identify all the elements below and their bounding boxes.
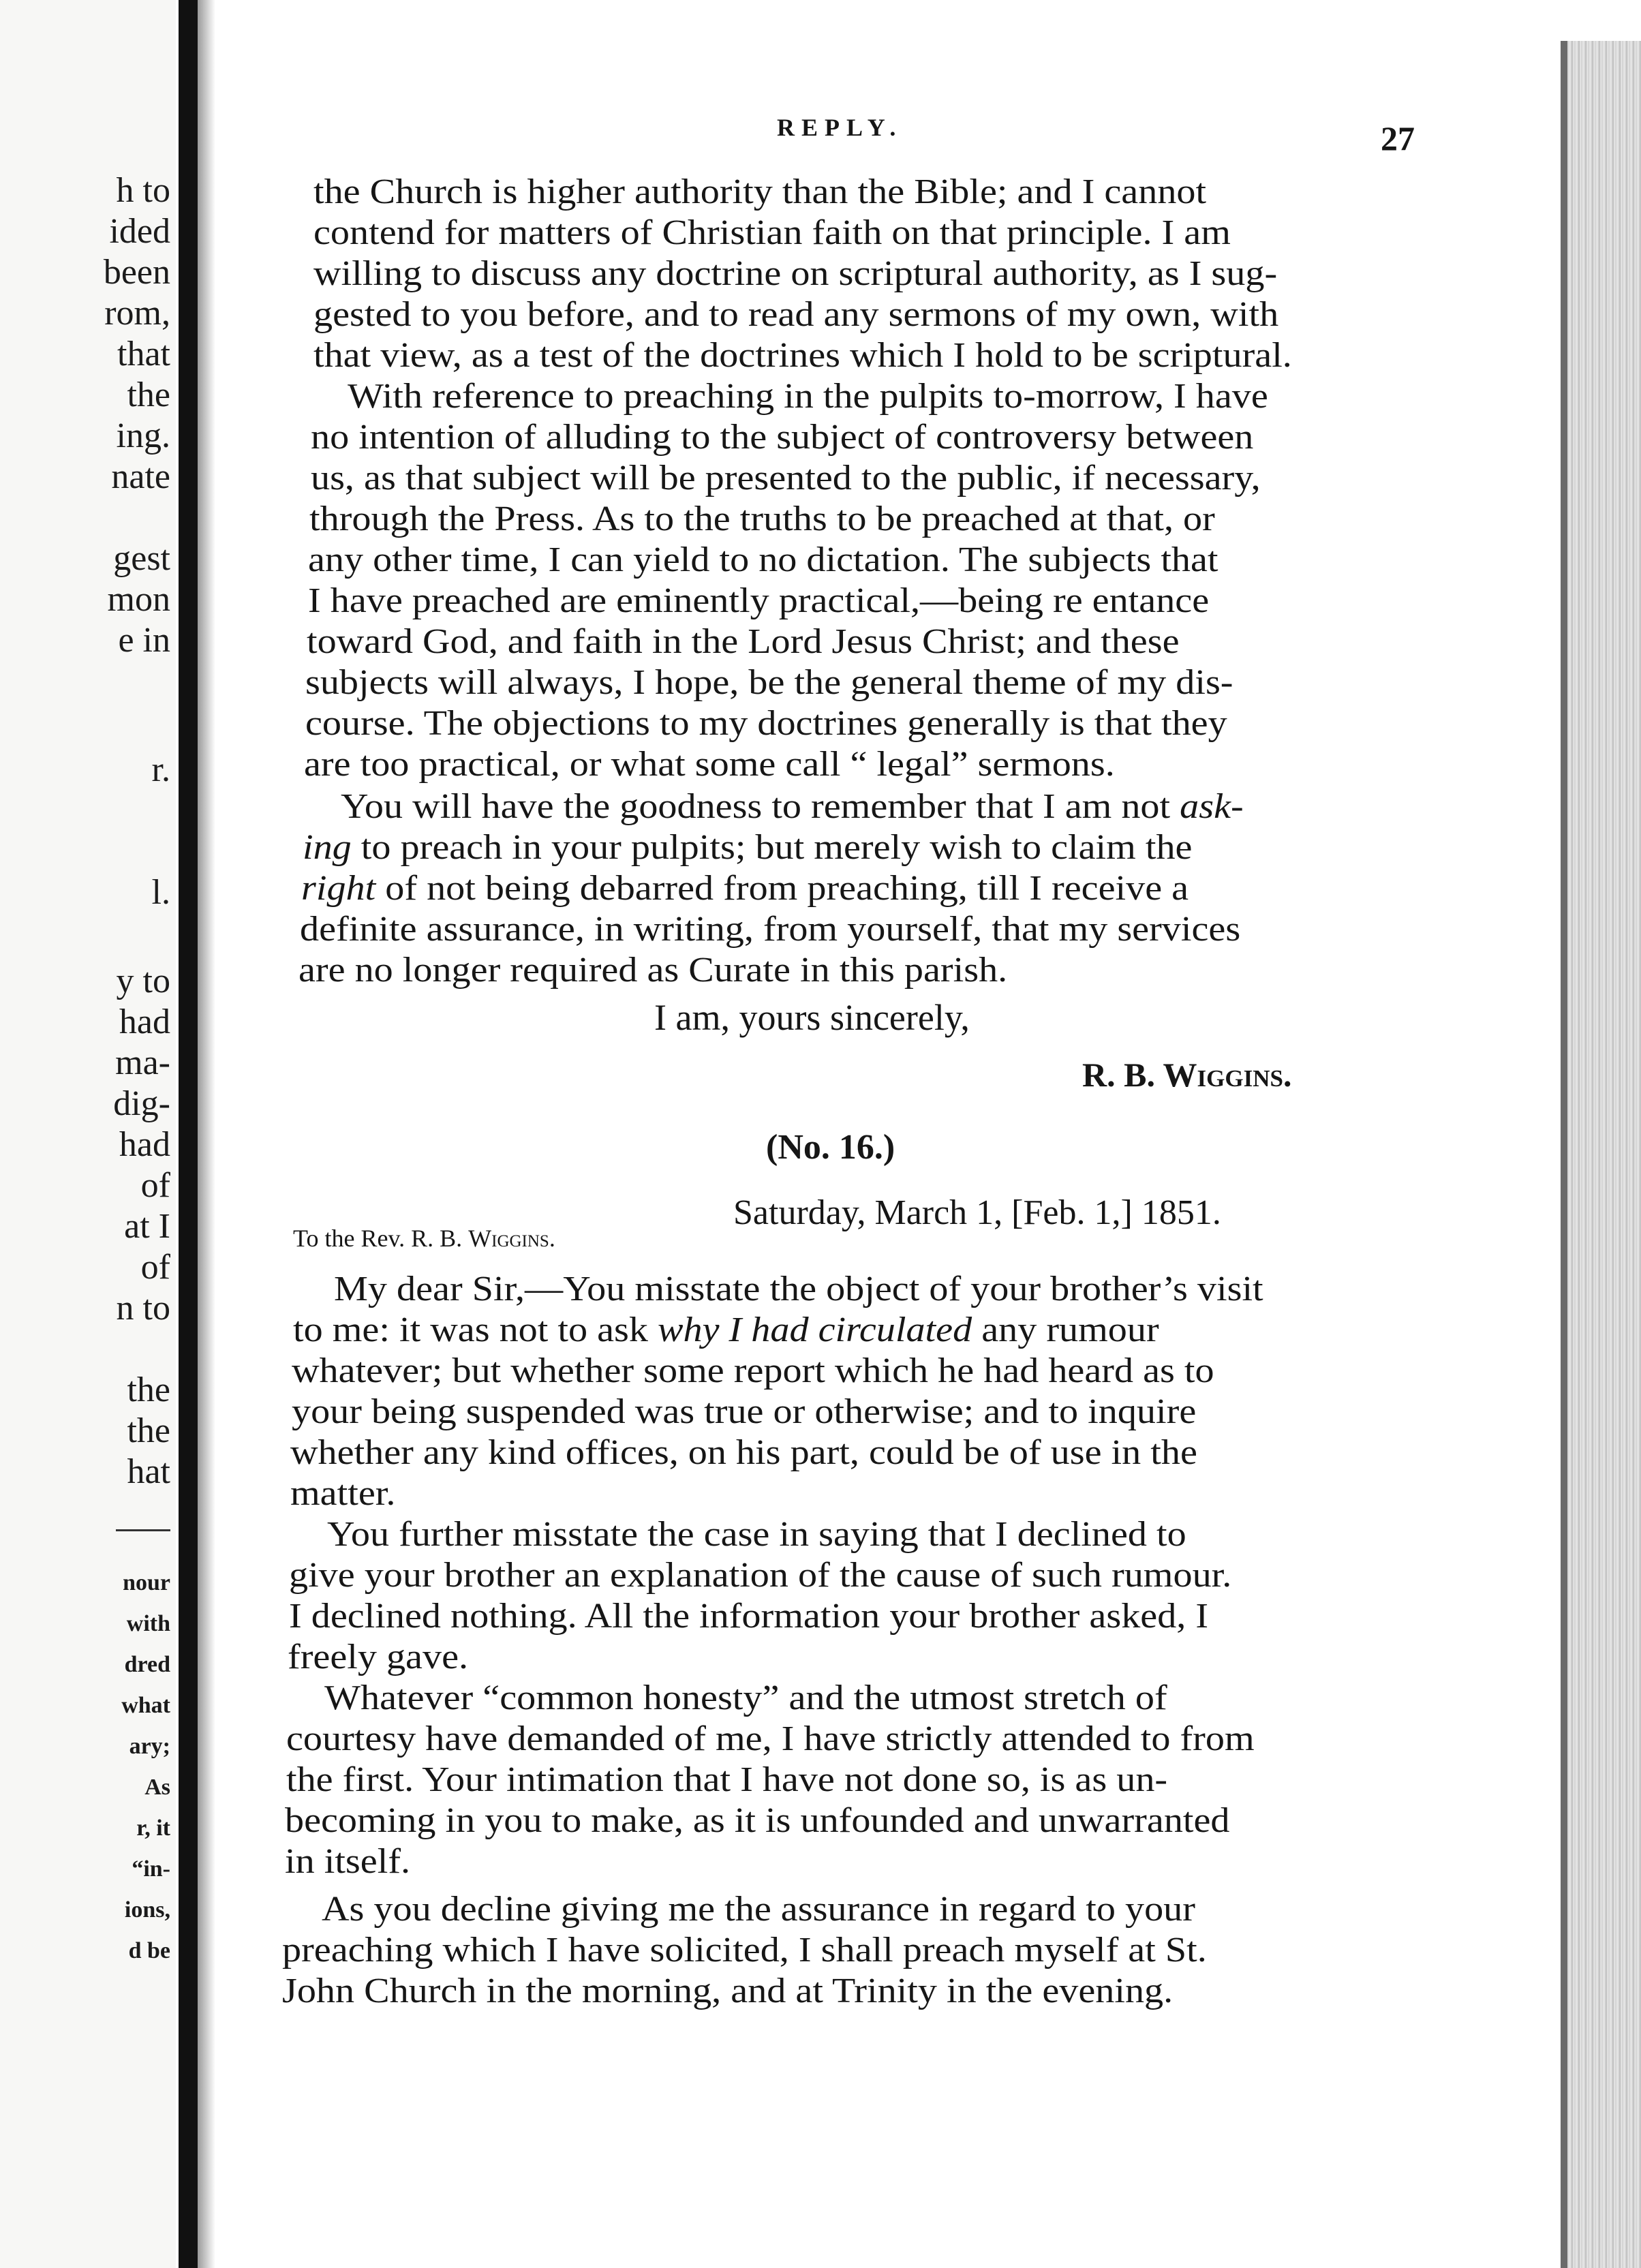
italic-text: right [301, 869, 376, 908]
text-line: freely gave. [288, 1638, 469, 1676]
text-line: that view, as a test of the doctrines which I hold to be scriptural. [313, 336, 1292, 375]
text-line: Whatever “common honesty” and the utmost stretch of [324, 1679, 1167, 1717]
page-edge-shadow [1561, 41, 1567, 2268]
italic-text: ing [303, 828, 352, 867]
left-page-line: nate [111, 457, 170, 496]
left-page-line: rom, [104, 294, 170, 333]
left-page-line: n to [116, 1289, 170, 1328]
left-page-line: the [127, 1411, 170, 1450]
left-page-line: ided [109, 212, 170, 251]
letter-closing: I am, yours sincerely, [654, 997, 970, 1038]
left-page-footnote-line: ary; [129, 1734, 170, 1759]
text-line: matter. [290, 1474, 396, 1513]
text-line: give your brother an explanation of the cause of such rumour. [289, 1556, 1232, 1595]
text-line: courtesy have demanded of me, I have strictly attended to from [286, 1719, 1255, 1758]
addressee-prefix: To the Rev. R. B. [293, 1225, 469, 1252]
left-page-footnote-line: As [144, 1775, 170, 1800]
left-page-line: had [119, 1002, 170, 1041]
text-line: are no longer required as Curate in this parish. [298, 951, 1008, 990]
left-page-line: of [140, 1248, 170, 1287]
text-line: course. The objections to my doctrines generally is that they [305, 704, 1227, 743]
text-line: definite assurance, in writing, from yourself, that my services [300, 910, 1241, 949]
letter-addressee [293, 1224, 555, 1253]
text-line: toward God, and faith in the Lord Jesus Christ; and these [307, 622, 1180, 661]
text-line: preaching which I have solicited, I shall preach myself at St. [282, 1931, 1207, 1970]
text-line: contend for matters of Christian faith on that principle. I am [313, 213, 1231, 252]
left-facing-page [0, 0, 176, 2268]
page-number: 27 [1381, 119, 1415, 157]
addressee-name: Wiggins. [468, 1225, 555, 1252]
left-page-line: ing. [116, 416, 170, 455]
left-page-footnote-line: nour [123, 1570, 170, 1595]
left-page-line: l. [151, 873, 170, 912]
text-span: to me: it was not to ask [293, 1311, 658, 1349]
left-page-line: the [127, 376, 170, 414]
text-line [301, 871, 1188, 906]
left-page-line: e in [118, 621, 170, 660]
text-line: I declined nothing. All the information your brother asked, I [289, 1597, 1209, 1636]
text-line: the first. Your intimation that I have not done so, is as un- [286, 1760, 1168, 1799]
left-page-footnote-line: r, it [136, 1815, 170, 1841]
text-line: gested to you before, and to read any sermons of my own, with [313, 295, 1279, 334]
text-line: are too practical, or what some call “ legal” sermons. [304, 745, 1115, 784]
text-line: in itself. [285, 1842, 411, 1881]
left-page-footnote-line: “in- [132, 1856, 170, 1882]
left-page-line: r. [151, 750, 170, 789]
left-page-rule [116, 1529, 170, 1531]
book-gutter [179, 0, 198, 2268]
letter-signature: R. B. Wiggins. [1082, 1056, 1292, 1094]
left-page-footnote-line: dred [124, 1652, 170, 1677]
text-line: becoming in you to make, as it is unfounded and unwarranted [285, 1801, 1230, 1840]
text-line: us, as that subject will be presented to the public, if necessary, [311, 459, 1261, 497]
left-page-footnote-line: what [121, 1693, 170, 1718]
text-line: John Church in the morning, and at Trinity in the evening. [282, 1972, 1174, 2010]
letter-dateline: Saturday, March 1, [Feb. 1,] 1851. [733, 1193, 1221, 1232]
text-line: With reference to preaching in the pulpits to-morrow, I have [348, 377, 1268, 416]
left-page-footnote-line: d be [128, 1938, 170, 1963]
text-line: any other time, I can yield to no dictation. The subjects that [308, 540, 1218, 579]
left-page-line: mon [107, 580, 170, 619]
italic-text: ask- [1180, 787, 1244, 826]
text-line: subjects will always, I hope, be the general theme of my dis- [305, 663, 1233, 702]
text-span: of not being debarred from preaching, till I receive a [375, 869, 1189, 908]
left-page-line: ma- [115, 1043, 170, 1082]
text-line: whatever; but whether some report which he had heard as to [292, 1351, 1214, 1390]
text-line: As you decline giving me the assurance in regard to your [322, 1890, 1195, 1929]
left-page-line: at I [124, 1207, 170, 1246]
left-page-line: that [117, 335, 170, 373]
text-line [293, 1313, 1159, 1348]
running-title: REPLY. [777, 114, 903, 141]
left-page-line: the [127, 1370, 170, 1409]
letter-number-heading: (No. 16.) [766, 1128, 895, 1167]
text-line [303, 830, 1192, 865]
text-line: through the Press. As to the truths to be preached at that, or [309, 500, 1215, 538]
text-line: the Church is higher authority than the Bible; and I cannot [313, 172, 1207, 211]
text-span: You will have the goodness to remember that I am not [341, 787, 1180, 826]
text-line [341, 789, 1244, 825]
left-page-footnote-line: ions, [124, 1897, 170, 1922]
italic-text: why I had circulated [658, 1311, 972, 1349]
text-line: no intention of alluding to the subject of controversy between [311, 418, 1254, 457]
left-page-line: gest [113, 539, 170, 578]
text-line: I have preached are eminently practical,—being re entance [308, 581, 1210, 620]
text-line: your being suspended was true or otherwise; and to inquire [292, 1392, 1197, 1431]
left-page-line: y to [116, 962, 170, 1000]
left-page-line: dig- [113, 1084, 170, 1123]
text-span: any rumour [972, 1311, 1159, 1349]
left-page-footnote-line: with [126, 1611, 170, 1636]
left-page-line: of [140, 1166, 170, 1205]
text-line: My dear Sir,—You misstate the object of your brother’s visit [334, 1270, 1263, 1308]
text-line: whether any kind offices, on his part, could be of use in the [290, 1433, 1197, 1472]
text-line: You further misstate the case in saying that I declined to [327, 1515, 1186, 1554]
left-page-line: hat [127, 1452, 170, 1491]
gutter-shadow [198, 0, 215, 2268]
text-span: to preach in your pulpits; but merely wish to claim the [351, 828, 1193, 867]
left-page-line: been [103, 253, 170, 292]
page-stack-edges [1567, 41, 1641, 2268]
left-page-line: had [119, 1125, 170, 1164]
text-line: willing to discuss any doctrine on scriptural authority, as I sug- [313, 254, 1278, 293]
left-page-line: h to [116, 171, 170, 210]
